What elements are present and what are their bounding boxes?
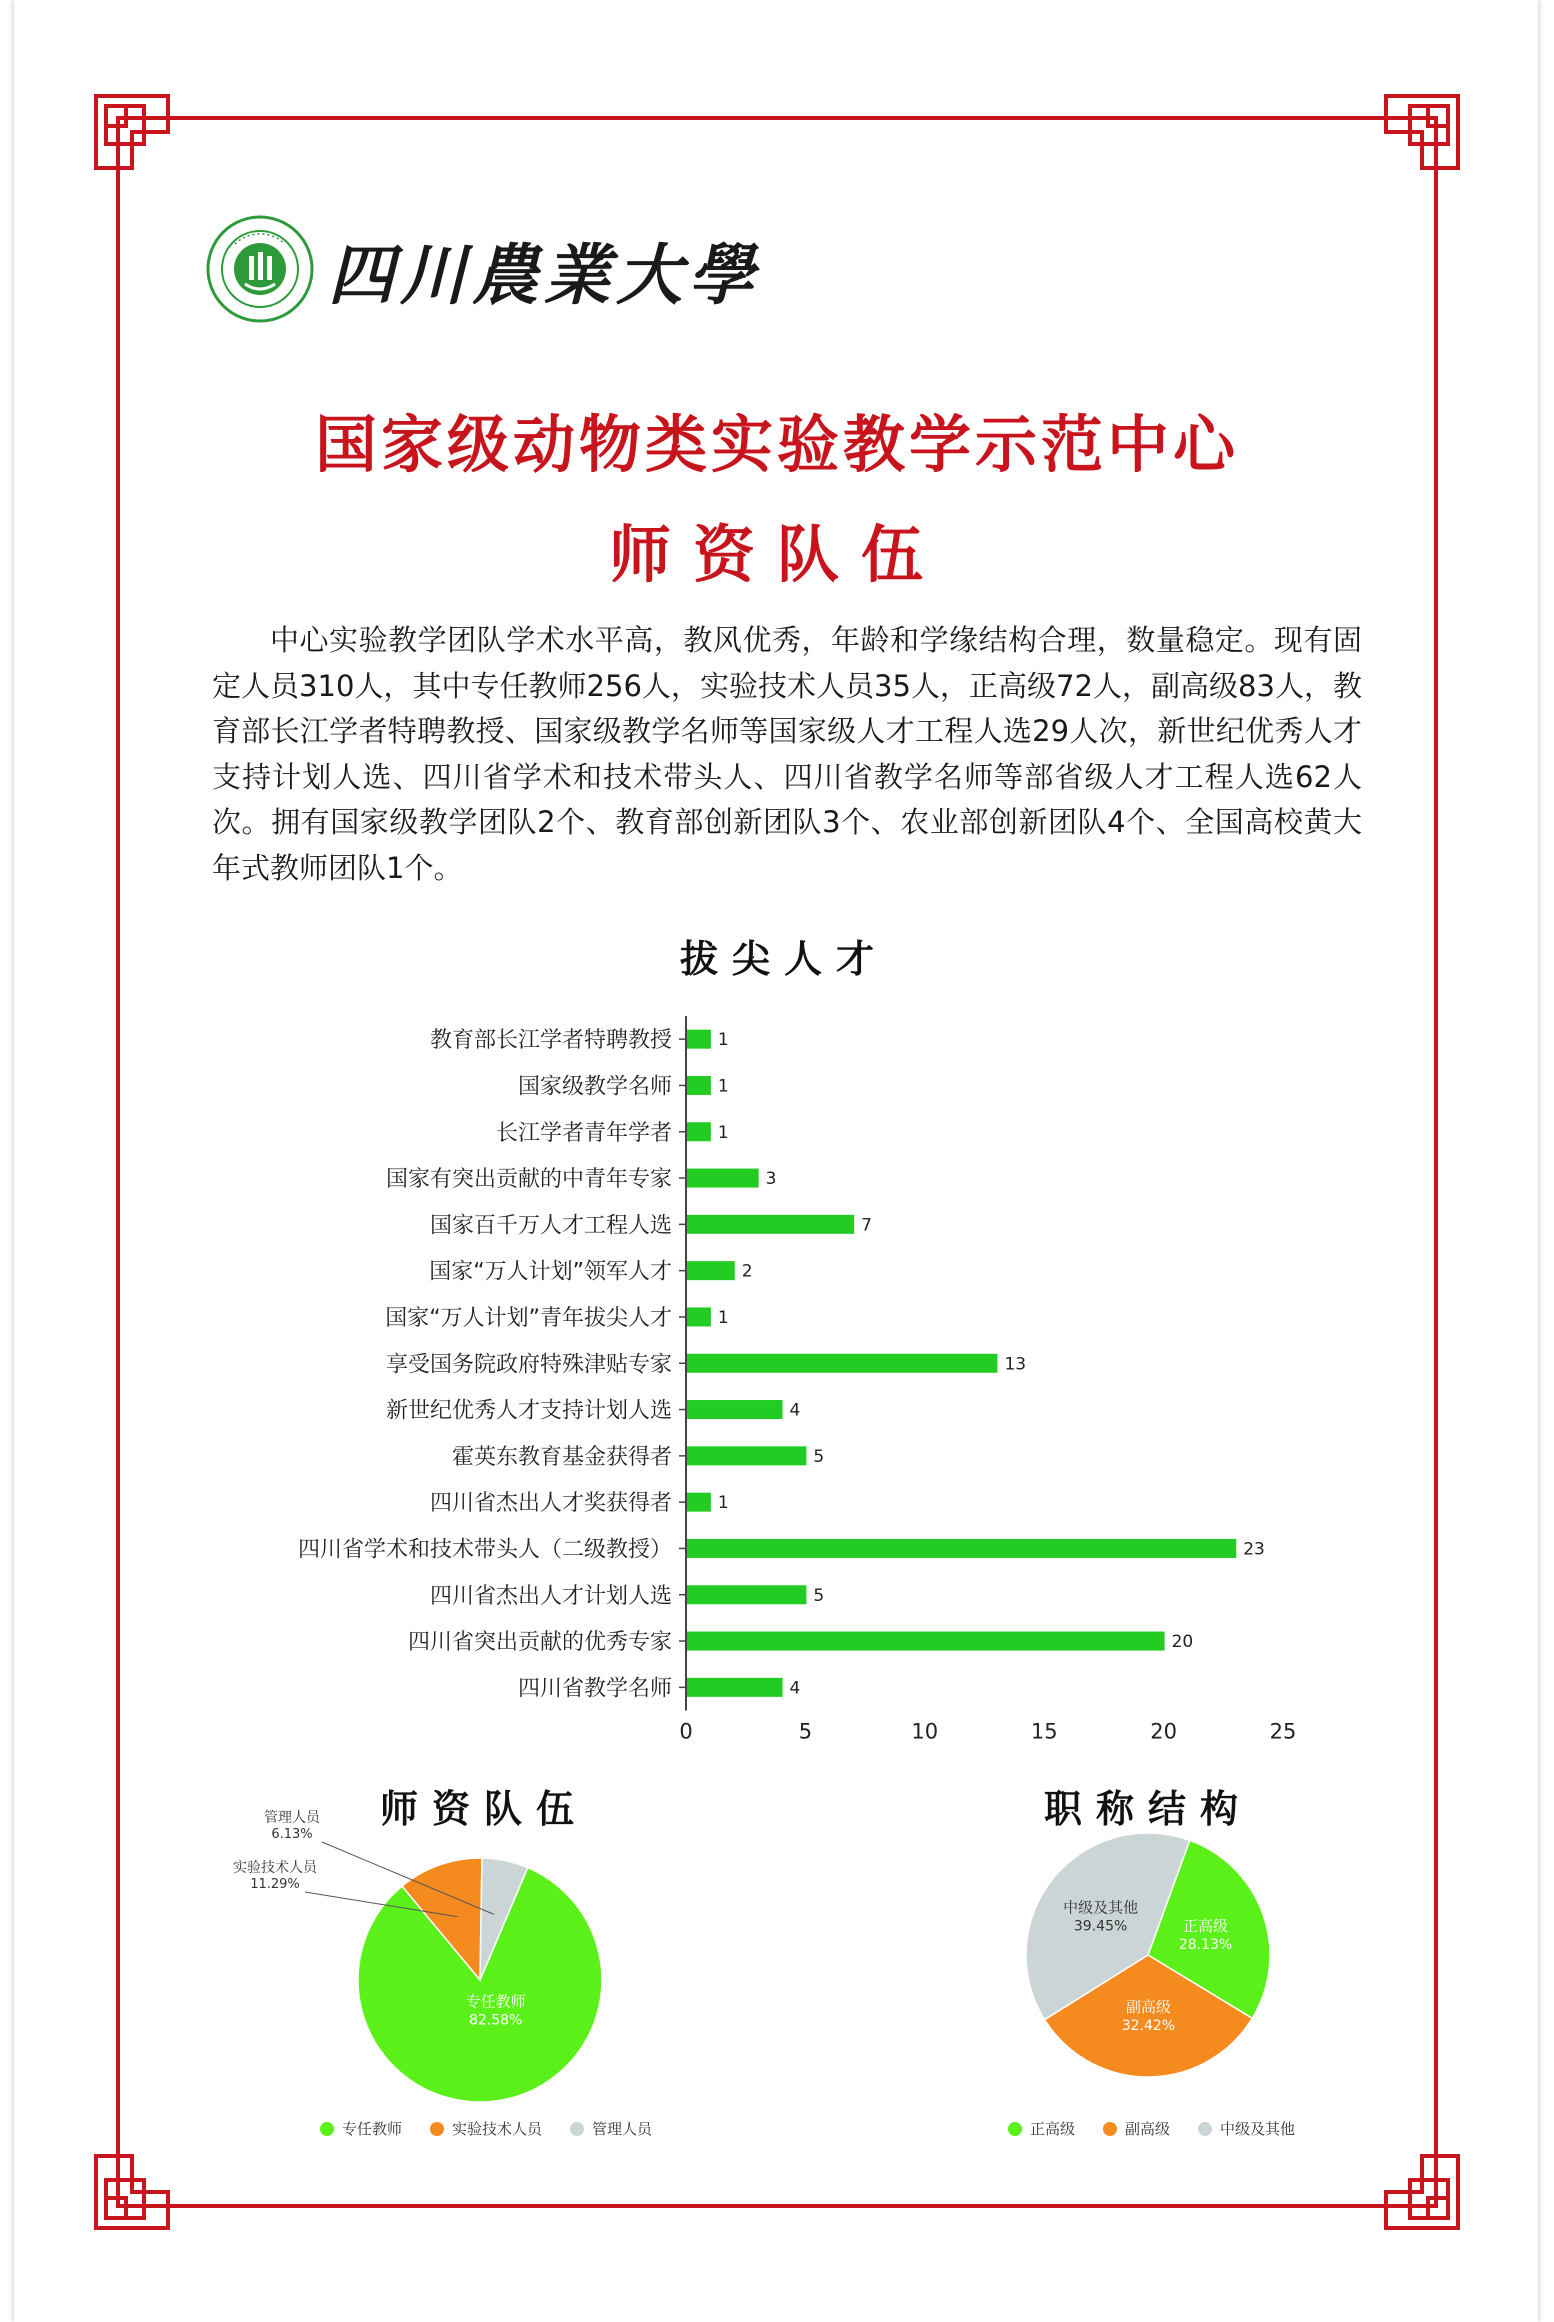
slice-value-label: 6.13% (271, 1827, 313, 1842)
y-tick-label: 霍英东教育基金获得者 (451, 1444, 672, 1470)
pie1-legend (320, 2118, 652, 2139)
legend-dot (1008, 2122, 1022, 2136)
bar-value-label: 13 (1004, 1354, 1027, 1375)
bar-value-label: 4 (789, 1678, 801, 1699)
slice-label: 中级及其他 (1063, 1898, 1139, 1917)
x-tick-label: 0 (679, 1719, 693, 1744)
slice-value-label: 39.45% (1073, 1918, 1128, 1935)
legend-label: 副高级 (1125, 2120, 1171, 2138)
y-tick-label: 四川省教学名师 (517, 1676, 672, 1702)
bar-value-label: 2 (741, 1261, 753, 1282)
y-tick-label: 享受国务院政府特殊津贴专家 (385, 1352, 672, 1378)
x-tick-label: 15 (1030, 1719, 1058, 1744)
y-tick-label: 新世纪优秀人才支持计划人选 (385, 1398, 672, 1424)
y-tick-label: 四川省突出贡献的优秀专家 (407, 1630, 672, 1656)
bar-value-label: 1 (717, 1030, 729, 1051)
legend-dot (570, 2122, 584, 2136)
page-subtitle: 师资队伍 (608, 518, 945, 591)
y-tick-label: 四川省学术和技术带头人（二级教授） (297, 1537, 672, 1563)
bar-value-label: 5 (813, 1446, 825, 1467)
legend-label: 中级及其他 (1220, 2120, 1296, 2138)
slice-value-label: 82.58% (468, 2012, 523, 2029)
legend-item (430, 2118, 542, 2139)
bar-value-label: 5 (813, 1585, 825, 1606)
pie2-title: 职称结构 (1044, 1787, 1253, 1831)
slice-label: 管理人员 (264, 1810, 320, 1826)
legend-label: 实验技术人员 (452, 2120, 543, 2138)
slice-label: 副高级 (1125, 1997, 1171, 2016)
bar-value-label: 1 (717, 1076, 729, 1097)
pie1-title: 师资队伍 (380, 1787, 589, 1831)
bar-value-label: 20 (1171, 1632, 1194, 1653)
legend-item (570, 2118, 652, 2139)
bar-value-label: 7 (861, 1215, 872, 1236)
y-tick-label: 国家级教学名师 (517, 1074, 672, 1100)
legend-dot (1103, 2122, 1117, 2136)
x-tick-label: 10 (911, 1719, 939, 1744)
y-tick-label: 国家有突出贡献的中青年专家 (385, 1167, 672, 1193)
slice-value-label: 11.29% (250, 1877, 300, 1892)
bar (687, 1446, 806, 1465)
university-name-logo: 四川農業大學 (328, 236, 760, 314)
page-title: 国家级动物类实验教学示范中心 (314, 408, 1239, 481)
slice-label: 专任教师 (465, 1992, 526, 2011)
bar-value-label: 23 (1243, 1539, 1265, 1560)
bar (687, 1261, 735, 1280)
faculty-pie-chart (200, 1810, 640, 2140)
bar-value-label: 1 (717, 1307, 729, 1328)
slice-value-label: 28.13% (1178, 1936, 1233, 1953)
legend-label: 专任教师 (342, 2120, 403, 2138)
bar (687, 1539, 1236, 1558)
bar (687, 1215, 854, 1234)
bar (687, 1632, 1165, 1651)
bar (687, 1307, 711, 1326)
bar (687, 1030, 711, 1049)
x-tick-label: 25 (1269, 1719, 1297, 1744)
bar-value-label: 3 (765, 1169, 777, 1190)
legend-label: 正高级 (1030, 2120, 1076, 2138)
legend-dot (320, 2122, 334, 2136)
legend-dot (430, 2122, 444, 2136)
pie2-legend (1008, 2118, 1295, 2139)
legend-item (1103, 2118, 1170, 2139)
legend-item (320, 2118, 402, 2139)
y-tick-label: 教育部长江学者特聘教授 (429, 1028, 672, 1054)
bar (687, 1400, 783, 1419)
bar (687, 1678, 783, 1697)
bar (687, 1585, 806, 1604)
bar (687, 1122, 711, 1141)
slice-label: 实验技术人员 (233, 1860, 317, 1876)
y-tick-label: 四川省杰出人才计划人选 (429, 1583, 672, 1609)
intro-paragraph: 中心实验教学团队学术水平高，教风优秀，年龄和学缘结构合理，数量稳定。现有固定人员310人，其中专任教师256人，实验技术人员35人，正高级72人，副高级83人，教育部长江学者特聘教授、国家级教学名师等国家级人才工程人选29人次，新世纪优秀人才支持计划人选、四川省学术和技术带头人、四川省教学名师等部省级人才工程人选62人次。拥有国家级教学团队2个、教育部创新团队3个、农业部创新团队4个、全国高校黄大年式教师团队1个。 (212, 623, 1362, 885)
bar-value-label: 1 (717, 1493, 729, 1514)
bar-chart-title: 拔尖人才 (680, 937, 889, 981)
bar (687, 1354, 997, 1373)
legend-dot (1198, 2122, 1212, 2136)
y-tick-label: 国家百千万人才工程人选 (429, 1213, 672, 1239)
bar-value-label: 1 (717, 1122, 729, 1143)
x-tick-label: 5 (798, 1719, 813, 1744)
bar-value-label: 4 (789, 1400, 801, 1421)
bar (687, 1493, 711, 1512)
y-tick-label: 国家“万人计划”领军人才 (429, 1259, 672, 1285)
legend-item (1008, 2118, 1075, 2139)
x-tick-label: 20 (1150, 1719, 1177, 1744)
legend-item (1198, 2118, 1295, 2139)
slice-label: 正高级 (1183, 1916, 1229, 1935)
y-tick-label: 四川省杰出人才奖获得者 (429, 1491, 672, 1517)
legend-label: 管理人员 (592, 2120, 653, 2138)
slice-value-label: 32.42% (1121, 2017, 1176, 2034)
y-tick-label: 国家“万人计划”青年拔尖人才 (385, 1305, 672, 1331)
bar (687, 1169, 759, 1188)
y-tick-label: 长江学者青年学者 (495, 1120, 672, 1146)
title-structure-pie-chart (990, 1800, 1290, 2100)
bar (687, 1076, 711, 1095)
